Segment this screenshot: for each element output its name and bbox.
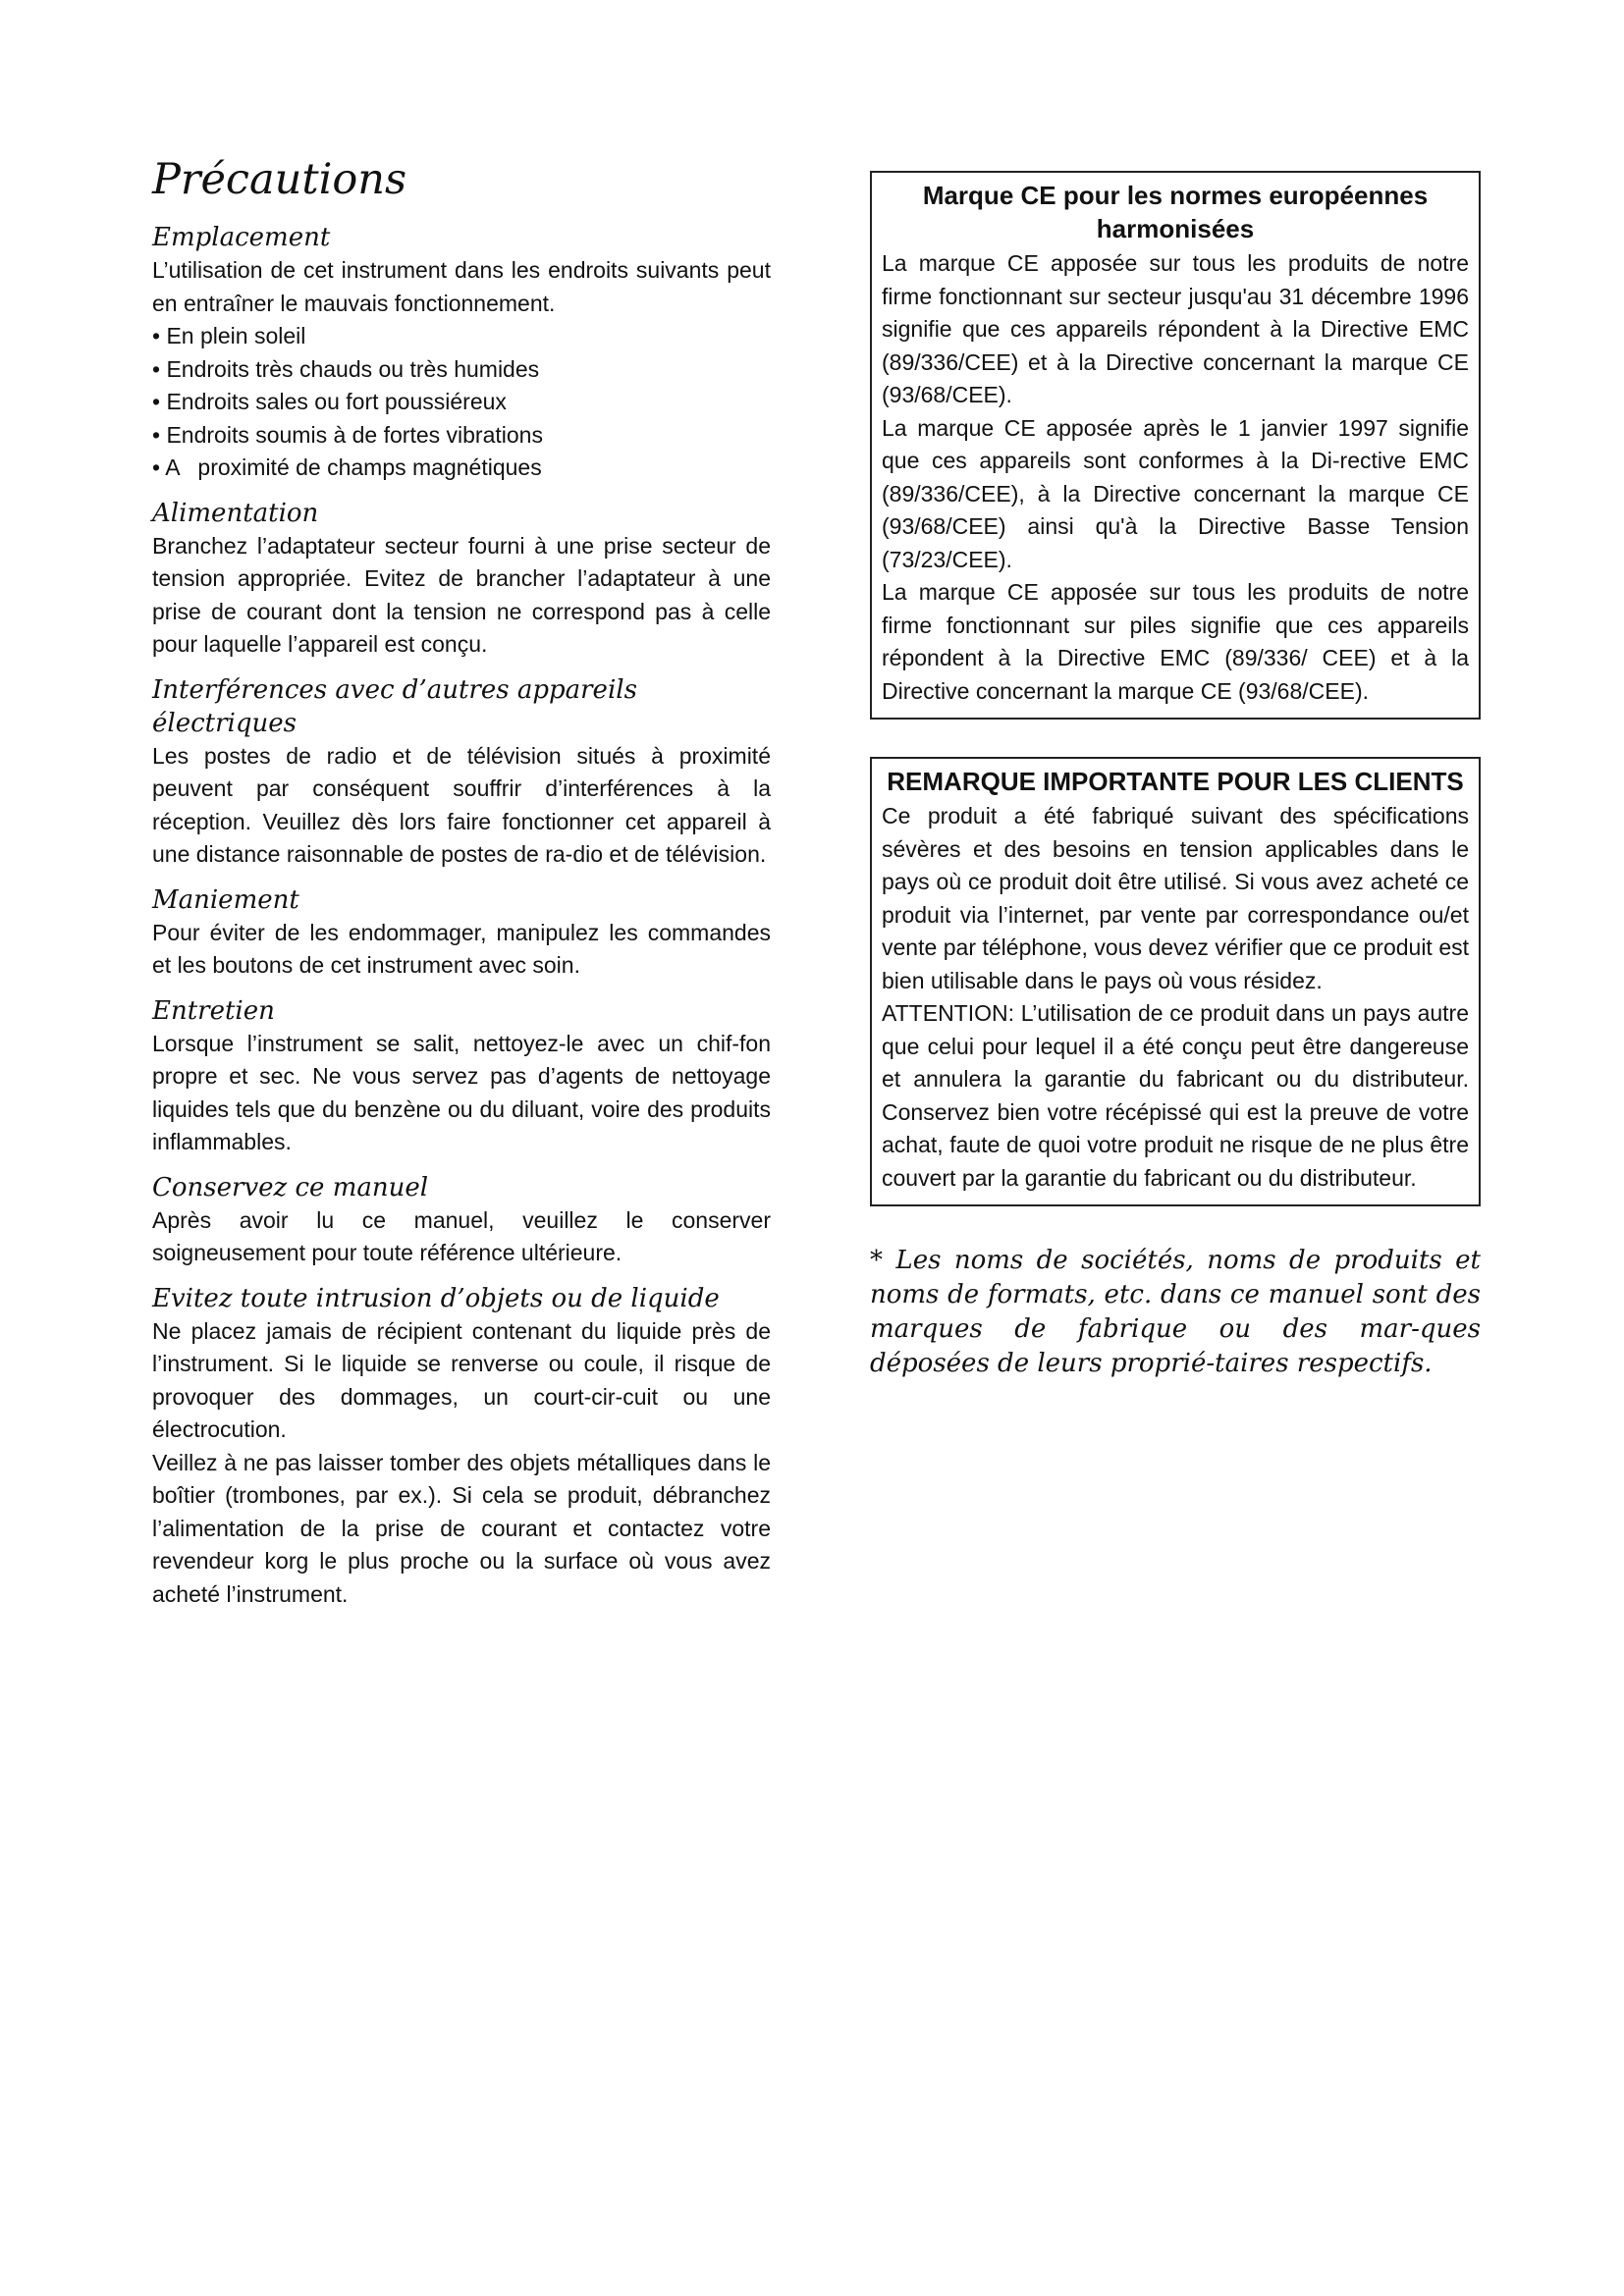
trademark-footnote: * Les noms de sociétés, noms de produits et noms de formats, etc. dans ce manuel sont des marques de fabrique ou des mar-ques déposées de leurs proprié-taires respectifs. (870, 1246, 1481, 1378)
ce-box-paragraph: La marque CE apposée sur tous les produits de notre firme fonctionnant sur piles signifie que ces appareils répondent à la Directive EMC (89/336/ CEE) et à la Directive concernant la marque CE (93/68/CEE). (882, 579, 1469, 704)
section-interferences (152, 673, 771, 872)
list-item: • Endroits très chauds ou très humides (152, 353, 771, 387)
page-title: Précautions (152, 155, 407, 204)
section-paragraph: Veillez à ne pas laisser tomber des objets métalliques dans le boîtier (trombones, par ex.). Si cela se produit, débranchez l’alimentation de la prise de courant et contactez votre revendeur korg le plus proche ou la surface où vous avez acheté l’instrument. (152, 1449, 771, 1607)
section-emplacement (152, 221, 771, 485)
section-heading: Conservez ce manuel (152, 1172, 429, 1202)
section-paragraph: L’utilisation de cet instrument dans les endroits suivants peut en entraîner le mauvais fonctionnement. (152, 257, 771, 316)
notice-box-paragraph: ATTENTION: L’utilisation de ce produit dans un pays autre que celui pour lequel il a été conçu peut être dangereuse et annulera la garantie du fabricant ou du distributeur. Conservez bien votre récépissé qui est la preuve de votre achat, faute de quoi votre produit ne risque de ne plus être couvert par la garantie du fabricant ou du distributeur. (882, 1000, 1469, 1191)
section-paragraph: Ne placez jamais de récipient contenant du liquide près de l’instrument. Si le liquide se renverse ou coule, il risque de provoquer des dommages, un court-cir-cuit ou une électrocution. (152, 1317, 771, 1442)
right-column (870, 171, 1481, 1381)
section-heading: Interférences avec d’autres appareils électriques (152, 674, 637, 738)
ce-box-title: Marque CE pour les normes européennes harmonisées (922, 181, 1429, 243)
ce-box-paragraph: La marque CE apposée après le 1 janvier 1997 signifie que ces appareils sont conformes à la Di-rective EMC (89/336/CEE), à la Directive concernant la marque CE (93/68/CEE) ainsi qu'à la Directive Basse Tension (73/23/CEE). (882, 414, 1469, 572)
section-heading: Entretien (152, 995, 275, 1026)
section-paragraph: Après avoir lu ce manuel, veuillez le conserver soigneusement pour toute référence ultérieure. (152, 1206, 771, 1265)
section-paragraph: Lorsque l’instrument se salit, nettoyez-le avec un chif-fon propre et sec. Ne vous servez pas d’agents de nettoyage liquides tels que du benzène ou du diluant, voire des produits inflammables. (152, 1030, 771, 1154)
section-alimentation (152, 497, 771, 662)
section-paragraph: Branchez l’adaptateur secteur fourni à une prise secteur de tension appropriée. Evitez de brancher l’adaptateur à une prise de courant dont la tension ne correspond pas à celle pour laquelle l’appareil est conçu. (152, 532, 771, 657)
list-item: • En plein soleil (152, 320, 771, 353)
notice-box-title: REMARQUE IMPORTANTE POUR LES CLIENTS (887, 767, 1464, 796)
important-notice-box (870, 757, 1481, 1206)
ce-mark-box (870, 171, 1481, 720)
section-heading: Maniement (152, 884, 299, 915)
section-heading: Emplacement (152, 223, 331, 252)
section-entretien (152, 994, 771, 1159)
list-item: • Endroits soumis à de fortes vibrations (152, 419, 771, 453)
section-conservez (152, 1171, 771, 1270)
list-item: • Endroits sales ou fort poussiéreux (152, 386, 771, 419)
section-maniement (152, 883, 771, 983)
bullet-list (152, 320, 771, 485)
list-item: • A proximité de champs magnétiques (152, 452, 771, 485)
section-paragraph: Les postes de radio et de télévision situés à proximité peuvent par conséquent souffrir d’interférences à la réception. Veuillez dès lors faire fonctionner cet appareil à une distance raisonnable de postes de ra-dio et de télévision. (152, 742, 771, 867)
section-intrusion (152, 1282, 771, 1612)
section-heading: Alimentation (152, 498, 319, 528)
left-column (152, 155, 771, 1623)
section-paragraph: Pour éviter de les endommager, manipulez les commandes et les boutons de cet instrument avec soin. (152, 919, 771, 978)
ce-box-paragraph: La marque CE apposée sur tous les produits de notre firme fonctionnant sur secteur jusqu'au 31 décembre 1996 signifie que ces appareils répondent à la Directive EMC (89/336/CEE) et à la Directive concernant la marque CE (93/68/CEE). (882, 250, 1469, 407)
notice-box-paragraph: Ce produit a été fabriqué suivant des spécifications sévères et des besoins en tension applicables dans le pays où ce produit doit être utilisé. Si vous avez acheté ce produit via l’internet, par vente par correspondance ou/et vente par téléphone, vous devez vérifier que ce produit est bien utilisable dans le pays où vous résidez. (882, 803, 1469, 993)
section-heading: Evitez toute intrusion d’objets ou de liquide (152, 1283, 720, 1313)
